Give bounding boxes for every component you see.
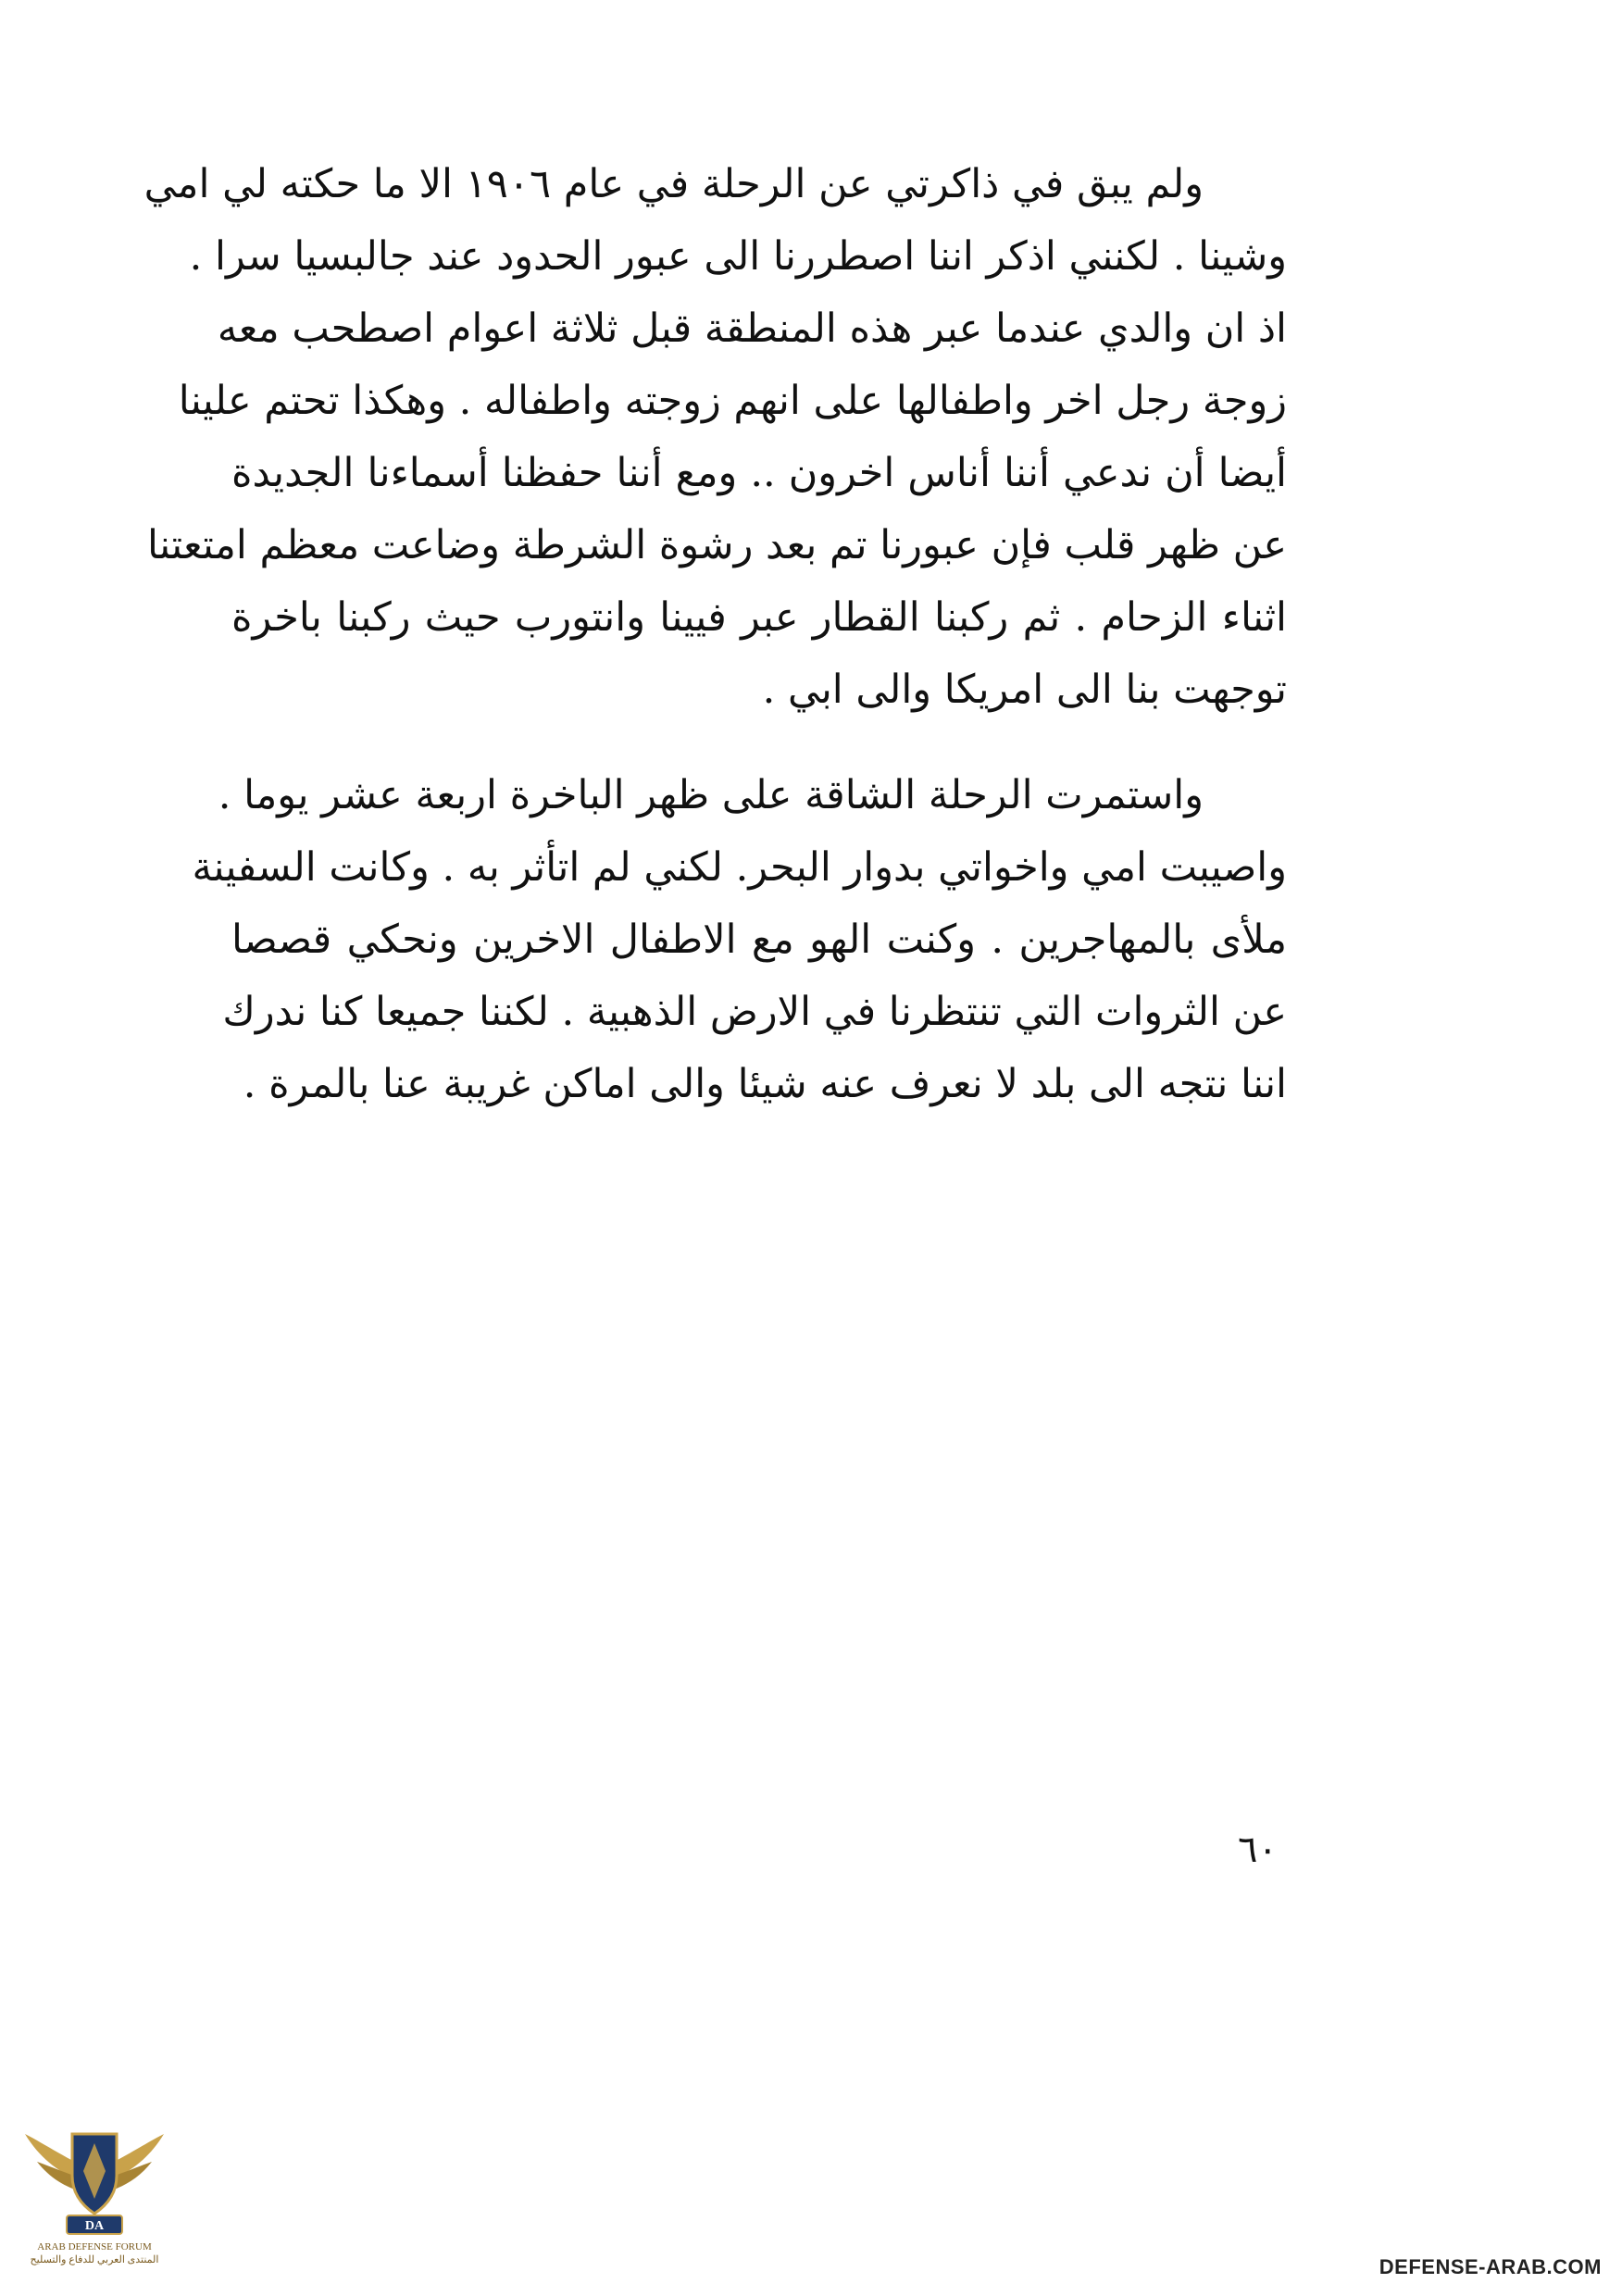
text-line: ولم يبق في ذاكرتي عن الرحلة في عام ١٩٠٦ الا ما حكته لي امي: [143, 161, 1204, 207]
text-line: ملأى بالمهاجرين . وكنت الهو مع الاطفال الاخرين ونحكي قصصا: [231, 917, 1287, 963]
text-line: واستمرت الرحلة الشاقة على ظهر الباخرة اربعة عشر يوما .: [218, 772, 1204, 818]
logo-name-en: ARAB DEFENSE FORUM: [37, 2241, 152, 2252]
text-line: واصيبت امي واخواتي بدوار البحر. لكني لم اتأثر به . وكانت السفينة: [192, 844, 1287, 891]
site-watermark: DEFENSE-ARAB.COM: [1379, 2255, 1602, 2278]
logo-caption: [20, 2240, 168, 2266]
text-line: توجهت بنا الى امريكا والى ابي .: [762, 667, 1287, 713]
text-line: اثناء الزحام . ثم ركبنا القطار عبر فيينا وانتورب حيث ركبنا باخرة: [231, 594, 1287, 641]
text-line: وشينا . لكنني اذكر اننا اصطررنا الى عبور الحدود عند جالبسيا سرا .: [189, 233, 1287, 280]
text-line: اننا نتجه الى بلد لا نعرف عنه شيئا والى اماكن غريبة عنا بالمرة .: [243, 1061, 1287, 1107]
paragraph-1: [143, 148, 1287, 726]
logo-letters: DA: [84, 2219, 105, 2233]
paragraph-2: [192, 759, 1287, 1120]
logo-name-ar: المنتدى العربي للدفاع والتسليح: [30, 2254, 159, 2265]
text-line: أيضا أن ندعي أننا أناس اخرون .. ومع أننا حفظنا أسماءنا الجديدة: [231, 450, 1287, 496]
page-number: ٦٠: [1238, 1828, 1278, 1871]
text-line: عن ظهر قلب فإن عبورنا تم بعد رشوة الشرطة وضاعت معظم امتعتنا: [147, 522, 1287, 568]
text-line: عن الثروات التي تنتظرنا في الارض الذهبية . لكننا جميعا كنا ندرك: [222, 989, 1287, 1035]
text-line: زوجة رجل اخر واطفالها على انهم زوجته واطفاله . وهكذا تحتم علينا: [178, 378, 1287, 424]
text-line: اذ ان والدي عندما عبر هذه المنطقة قبل ثلاثة اعوام اصطحب معه: [217, 306, 1287, 352]
